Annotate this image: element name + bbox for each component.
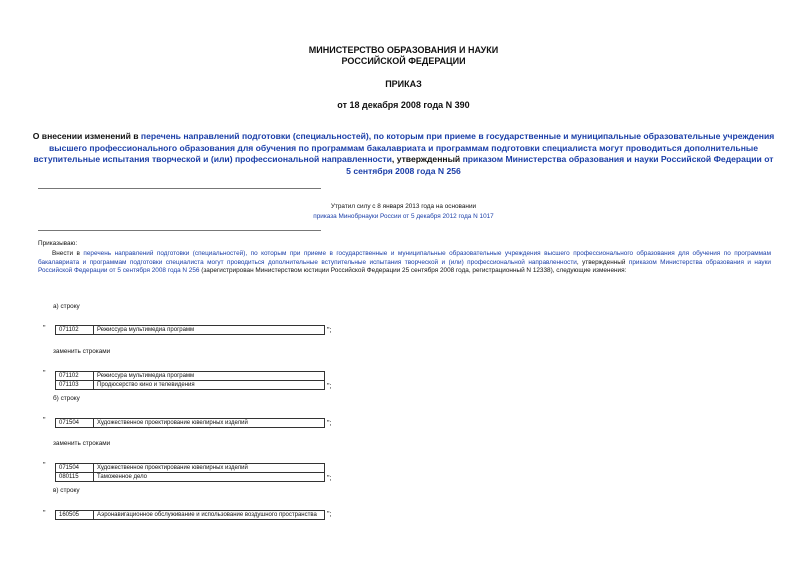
row-code: 071504 — [56, 419, 94, 428]
table-row — [56, 511, 325, 520]
document-date-number: от 18 декабря 2008 года N 390 — [337, 100, 470, 110]
row-name: Художественное проектирование ювелирных изделий — [94, 464, 325, 473]
para-text-1: Внести в — [52, 250, 84, 257]
row-code: 071102 — [56, 372, 94, 381]
row-code: 071504 — [56, 464, 94, 473]
status-note-link[interactable]: приказа Минобрнауки России от 5 декабря 2012 года N 1017 — [313, 213, 494, 220]
close-quote-c: "; — [327, 511, 332, 518]
row-name: Режиссура мультимедиа программ — [94, 372, 325, 381]
main-paragraph — [38, 250, 771, 276]
change-a-label: а) строку — [53, 303, 80, 310]
change-c-label: в) строку — [53, 487, 80, 494]
open-quote-a-rep: " — [43, 370, 46, 377]
table-row — [56, 381, 325, 390]
divider-top — [38, 188, 321, 189]
document-title — [30, 131, 777, 177]
close-quote-b: "; — [327, 420, 332, 427]
row-code: 071102 — [56, 326, 94, 335]
change-b-label: б) строку — [53, 395, 80, 402]
replacement-table-b — [55, 463, 325, 482]
para-text-3: (зарегистрирован Министерством юстиции Российской Федерации 25 сентября 2008 года, регистрационный N 12338), следующие изменения: — [199, 267, 627, 275]
title-link-list[interactable]: перечень направлений подготовки (специальностей), по которым при приеме в государственные и муниципальные образовательные учреждения высшего профессионального образования для обучения по программам бакалавриата и программам подготовки специалиста могут проводиться дополнительные вступительные испытания творческой и (или) профессиональной направленности — [33, 131, 775, 164]
table-row — [56, 419, 325, 428]
ministry-name-line2: РОССИЙСКОЙ ФЕДЕРАЦИИ — [341, 56, 466, 66]
document-type: ПРИКАЗ — [385, 79, 422, 89]
status-note: Утратил силу с 8 января 2013 года на основании — [330, 203, 477, 210]
table-row — [56, 464, 325, 473]
title-link-order[interactable]: приказом Министерства образования и науки Российской Федерации от 5 сентября 2008 года N 256 — [346, 154, 774, 176]
table-row — [56, 372, 325, 381]
para-link-list[interactable]: перечень направлений подготовки (специальностей), по которым при приеме в государственные и муниципальные образовательные учреждения высшего профессионального образования для обучения по программам бакалавриата и программам подготовки специалиста могут проводиться дополнительные вступительные испытания творческой и (или) профессиональной направленности — [38, 250, 772, 266]
title-text-1: О внесении изменений в — [32, 131, 141, 141]
para-text-2: , утвержденный — [576, 258, 629, 266]
replace-label-2: заменить строками — [53, 440, 111, 447]
replacement-table-a — [55, 371, 325, 390]
row-table-c — [55, 510, 325, 520]
row-name: Режиссура мультимедиа программ — [94, 326, 325, 335]
divider-bottom — [38, 230, 321, 231]
table-row — [56, 326, 325, 335]
row-table-b — [55, 418, 325, 428]
table-row — [56, 473, 325, 482]
open-quote-b-rep: " — [43, 462, 46, 469]
row-name: Продюсерство кино и телевидения — [94, 381, 325, 390]
row-name: Художественное проектирование ювелирных изделий — [94, 419, 325, 428]
title-text-2: , утвержденный — [391, 154, 463, 164]
row-code: 080115 — [56, 473, 94, 482]
open-quote-c: " — [43, 510, 46, 517]
replace-label-1: заменить строками — [53, 348, 111, 355]
open-quote-b: " — [43, 417, 46, 424]
row-name: Таможенное дело — [94, 473, 325, 482]
row-code: 071103 — [56, 381, 94, 390]
ministry-name-line1: МИНИСТЕРСТВО ОБРАЗОВАНИЯ И НАУКИ — [308, 45, 499, 55]
close-quote-a-rep: "; — [327, 383, 332, 390]
para-link-order[interactable]: приказом Министерства образования и науки Российской Федерации от 5 сентября 2008 года N 256 — [38, 258, 771, 275]
row-name: Аэронавигационное обслуживание и использование воздушного пространства — [94, 511, 325, 520]
close-quote-a: "; — [327, 327, 332, 334]
row-code: 160505 — [56, 511, 94, 520]
open-quote-a: " — [43, 325, 46, 332]
order-word: Приказываю: — [38, 240, 78, 247]
row-table-a — [55, 325, 325, 335]
close-quote-b-rep: "; — [327, 475, 332, 482]
